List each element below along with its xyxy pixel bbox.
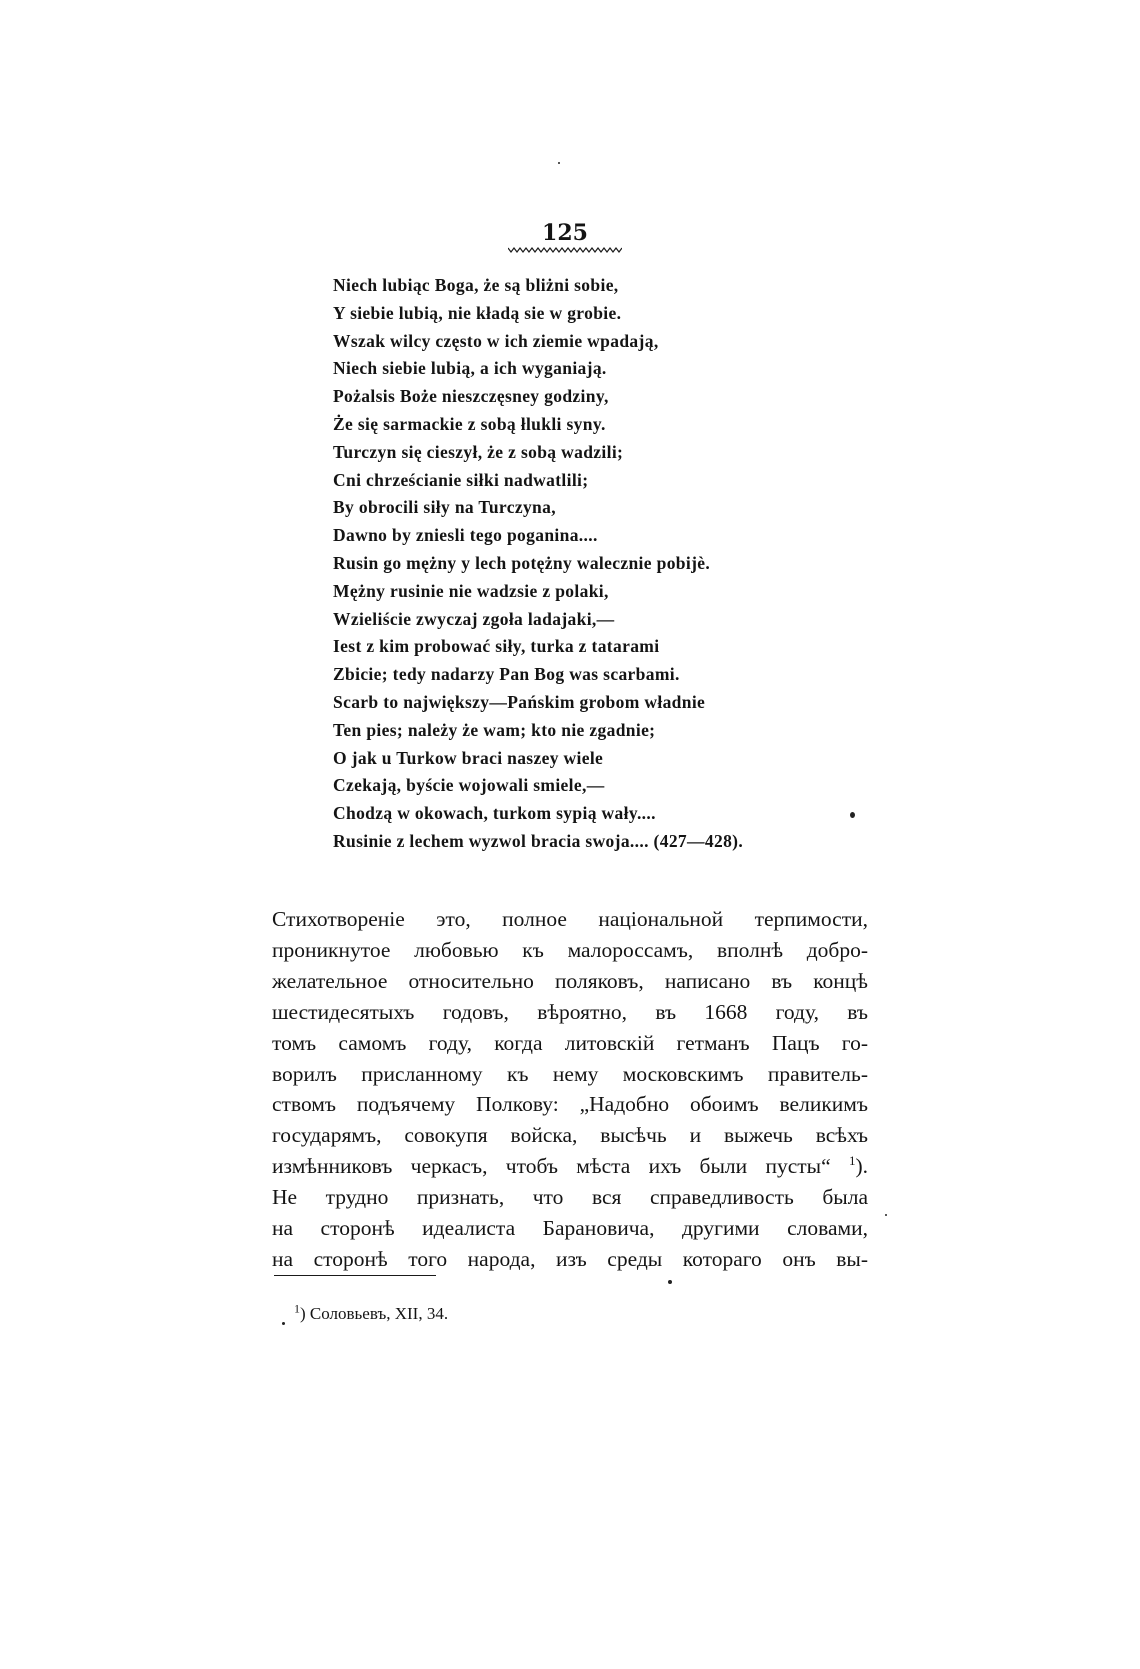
verse-line: Rusin go mężny y lech potężny walecznie pobijè. xyxy=(333,552,711,573)
print-speck xyxy=(885,1214,887,1216)
footnote-text: Соловьевъ, XII, 34. xyxy=(305,1304,449,1323)
paragraph-line: проникнутое любовью къ малороссамъ, вполнѣ добро- xyxy=(272,937,868,962)
verse-line: Turczyn się cieszył, że z sobą wadzili; xyxy=(333,441,624,462)
paragraph-line: Стихотвореніе это, полное національной терпимости, xyxy=(272,907,868,931)
verse-line: Rusinie z lechem wyzwol bracia swoja.... (427—428). xyxy=(333,830,744,851)
verse-line: Zbicie; tedy nadarzy Pan Bog was scarbami. xyxy=(333,664,680,685)
footnote xyxy=(294,1303,448,1325)
paragraph-line: Не трудно признать, что вся справедливость была xyxy=(272,1185,868,1210)
footnote-marker: 1 xyxy=(294,1301,300,1316)
print-speck xyxy=(850,812,855,818)
verse-line: Że się sarmackie z sobą łlukli syny. xyxy=(333,413,606,434)
verse-line: O jak u Turkow braci naszey wiele xyxy=(333,747,604,768)
print-speck xyxy=(668,1280,672,1284)
verse-line: Scarb to największy—Pańskim grobom władnie xyxy=(333,691,706,712)
paragraph-line: шестидесятыхъ годовъ, вѣроятно, въ 1668 году, въ xyxy=(272,999,868,1024)
verse-line: Iest z kim probować siły, turka z tatarami xyxy=(333,636,660,657)
footnote-reference-suffix: ). xyxy=(855,1154,868,1179)
paragraph-line-with-note xyxy=(272,1151,868,1182)
verse-line: Cni chrześcianie siłki nadwatlili; xyxy=(333,469,589,490)
paragraph-line: желательное относительно поляковъ, написано въ концѣ xyxy=(272,968,868,993)
footnote-paren: ) xyxy=(300,1304,306,1323)
paragraph-line: на сторонѣ идеалиста Барановича, другими словами, xyxy=(272,1216,868,1241)
polish-verse-quotation xyxy=(333,272,853,856)
page-number: 125 xyxy=(542,220,588,246)
footnote-reference[interactable]: 1 xyxy=(848,1153,856,1169)
page-number-ornament xyxy=(508,246,622,254)
verse-line: Ten pies; należy że wam; kto nie zgadnie; xyxy=(333,719,656,740)
paragraph-line: на сторонѣ того народа, изъ среды котораго онъ вы- xyxy=(272,1246,868,1271)
footnote-divider xyxy=(274,1275,436,1276)
body-paragraph xyxy=(272,904,868,1275)
verse-line: Wszak wilcy często w ich ziemie wpadają, xyxy=(333,330,659,351)
verse-line: Chodzą w okowach, turkom sypią wały.... xyxy=(333,803,656,824)
verse-line: Niech siebie lubią, a ich wyganiają. xyxy=(333,358,607,379)
verse-line: By obrocili siły na Turczyna, xyxy=(333,497,556,518)
paragraph-line: ворилъ присланному къ нему московскимъ правитель- xyxy=(272,1061,868,1086)
verse-line: Czekają, byście wojowali smiele,— xyxy=(333,775,605,796)
verse-line: Mężny rusinie nie wadzsie z polaki, xyxy=(333,580,609,601)
paragraph-line: ствомъ подъячему Полкову: „Надобно обоимъ великимъ xyxy=(272,1092,868,1117)
verse-line: Pożalsis Boże nieszczęsney godziny, xyxy=(333,386,609,407)
print-speck xyxy=(282,1322,285,1325)
print-speck xyxy=(558,162,560,164)
paragraph-line-text: измѣнниковъ черкасъ, чтобъ мѣста ихъ были пусты“ xyxy=(272,1154,831,1179)
paragraph-line: томъ самомъ году, когда литовскій гетманъ Пацъ го- xyxy=(272,1030,868,1055)
verse-line: Dawno by zniesli tego poganina.... xyxy=(333,525,598,546)
verse-line: Y siebie lubią, nie kładą sie w grobie. xyxy=(333,302,622,323)
verse-line: Wzieliście zwyczaj zgoła ladajaki,— xyxy=(333,608,615,629)
verse-line: Niech lubiąc Boga, że są bliżni sobie, xyxy=(333,275,619,295)
paragraph-line: государямъ, совокупя войска, высѣчь и выжечь всѣхъ xyxy=(272,1123,868,1148)
